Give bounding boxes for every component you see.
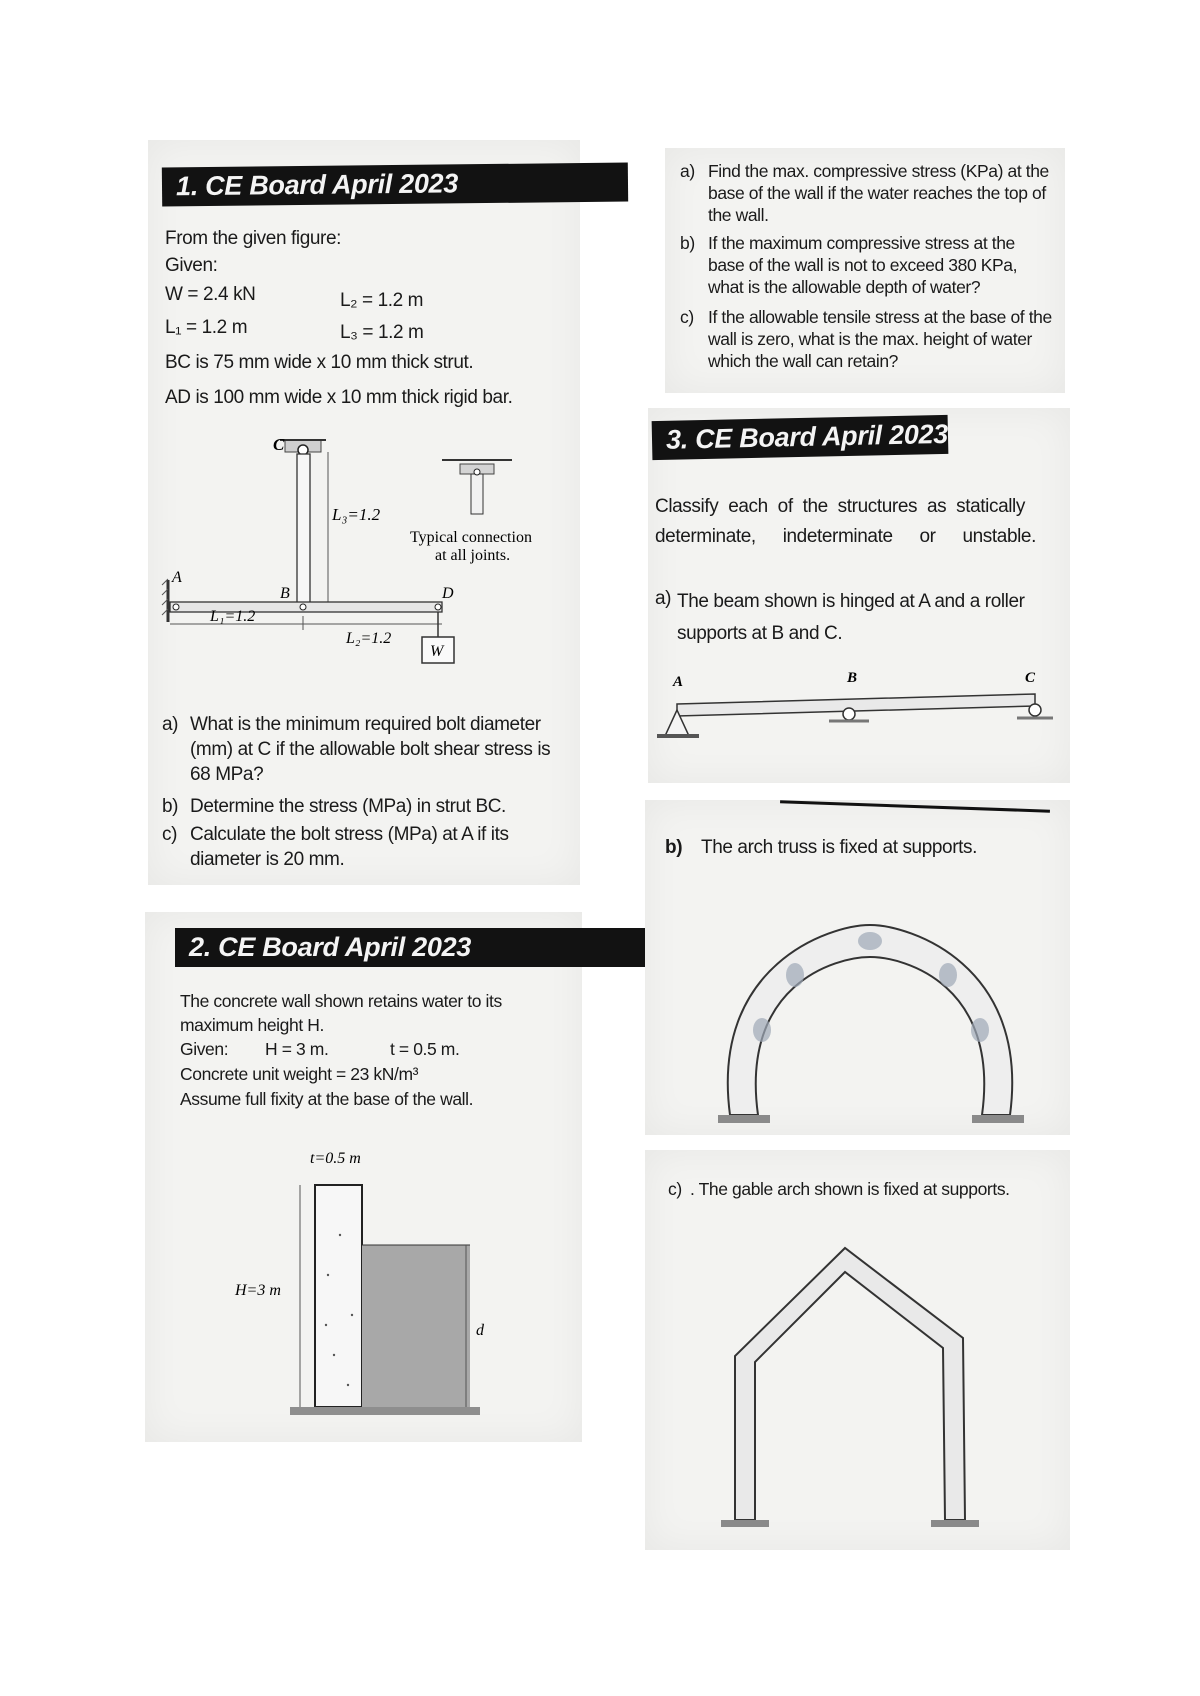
fixed-support-right	[972, 1115, 1024, 1123]
problem2-given-H: H = 3 m.	[265, 1039, 329, 1059]
fixed-support-right	[931, 1520, 979, 1527]
label-L2: L₂=1.2	[346, 630, 392, 647]
problem3-intro-2: determinate, indeterminate or unstable.	[655, 526, 1036, 547]
label-B: B	[280, 585, 290, 602]
label-L1: L₁=1.2	[210, 608, 256, 625]
arch-truss	[728, 925, 1012, 1115]
label-D: D	[442, 585, 454, 602]
label-beam-A: A	[673, 674, 684, 690]
question-text: If the maximum compressive stress at the base of the wall is not to exceed 380 KPa, what is the allowable depth of water?	[708, 233, 1018, 297]
given-L3: L₃ = 1.2 m	[340, 322, 424, 343]
problem3-part-c	[668, 1178, 1058, 1200]
connection-caption-1: Typical connection	[410, 529, 532, 546]
question-label: a)	[162, 714, 179, 735]
roller-support-B	[843, 708, 855, 720]
problem2-given-t: t = 0.5 m.	[390, 1039, 460, 1059]
problem1-question-c	[162, 822, 557, 872]
given-W: W = 2.4 kN	[165, 284, 256, 305]
part-text: The arch truss is fixed at supports.	[701, 837, 977, 858]
problem3-part-a	[655, 586, 1060, 650]
label-L3: L₃=1.2	[332, 505, 381, 524]
problem2-figure	[230, 1145, 520, 1420]
problem1-banner: 1. CE Board April 2023	[162, 163, 628, 207]
part-label: a)	[655, 588, 672, 609]
problem3-part-b	[665, 835, 1055, 860]
strut-BC	[297, 454, 310, 611]
concrete-wall	[315, 1185, 362, 1407]
question-label: b)	[680, 233, 695, 253]
beam-figure	[655, 670, 1065, 750]
gable-arch	[735, 1248, 965, 1520]
question-text: Determine the stress (MPa) in strut BC.	[190, 796, 506, 817]
problem1-figure	[160, 430, 570, 665]
part-label: b)	[665, 837, 683, 858]
problem2-given-label: Given:	[180, 1039, 229, 1059]
ground-base	[290, 1407, 480, 1415]
question-text: If the allowable tensile stress at the base of the wall is zero, what is the max. height of water which the wall can retain?	[708, 307, 1052, 371]
label-beam-B: B	[847, 670, 858, 686]
problem1-question-a	[162, 712, 557, 787]
label-A: A	[172, 569, 182, 586]
part-label: c)	[668, 1179, 682, 1199]
problem2-unit-weight: Concrete unit weight = 23 kN/m³	[180, 1064, 419, 1084]
strut-description: BC is 75 mm wide x 10 mm thick strut.	[165, 352, 474, 373]
problem1-question-b	[162, 794, 557, 819]
label-beam-C: C	[1025, 670, 1036, 686]
bolt-D	[435, 604, 441, 610]
bolt-A	[173, 604, 179, 610]
part-text: . The gable arch shown is fixed at supports.	[690, 1179, 1010, 1199]
question-label: b)	[162, 796, 179, 817]
problem2-intro-1: The concrete wall shown retains water to its	[180, 991, 502, 1011]
label-H: H=3 m	[235, 1282, 281, 1299]
problem2-question-a	[680, 160, 1055, 226]
part-text: The beam shown is hinged at A and a roller supports at B and C.	[677, 591, 1025, 644]
problem3-intro-1: Classify each of the structures as statically	[655, 496, 1025, 517]
given-L1: L₁ = 1.2 m	[165, 317, 248, 338]
question-text: Calculate the bolt stress (MPa) at A if its diameter is 20 mm.	[190, 824, 509, 870]
problem2-fixity: Assume full fixity at the base of the wall.	[180, 1089, 474, 1109]
question-text: What is the minimum required bolt diameter (mm) at C if the allowable bolt shear stress is 68 MPa?	[190, 714, 551, 785]
problem2-intro-2: maximum height H.	[180, 1015, 324, 1035]
arch-truss-figure	[700, 905, 1040, 1135]
fixed-support-left	[718, 1115, 770, 1123]
question-text: Find the max. compressive stress (KPa) at the base of the wall if the water reaches the top of the wall.	[708, 161, 1049, 225]
problem2-question-c	[680, 306, 1055, 372]
given-L2: L₂ = 1.2 m	[340, 290, 424, 311]
label-C: C	[273, 435, 285, 454]
problem3-banner: 3. CE Board April 2023	[652, 415, 949, 460]
label-W: W	[430, 643, 444, 660]
water-body	[362, 1245, 470, 1407]
bar-description: AD is 100 mm wide x 10 mm thick rigid bar.	[165, 387, 513, 408]
problem2-banner: 2. CE Board April 2023	[175, 928, 648, 967]
question-label: c)	[162, 824, 178, 845]
connection-caption-2: at all joints.	[435, 547, 511, 564]
label-t: t=0.5 m	[310, 1150, 361, 1167]
roller-support-C	[1029, 704, 1041, 716]
problem1-given-label: Given:	[165, 255, 218, 276]
gable-arch-figure	[715, 1228, 985, 1533]
question-label: c)	[680, 307, 694, 327]
fixed-support-left	[721, 1520, 769, 1527]
problem2-question-b	[680, 232, 1055, 298]
problem1-intro: From the given figure:	[165, 228, 342, 249]
label-d: d	[476, 1322, 484, 1339]
bolt-B	[300, 604, 306, 610]
beam	[677, 694, 1035, 716]
question-label: a)	[680, 161, 695, 181]
